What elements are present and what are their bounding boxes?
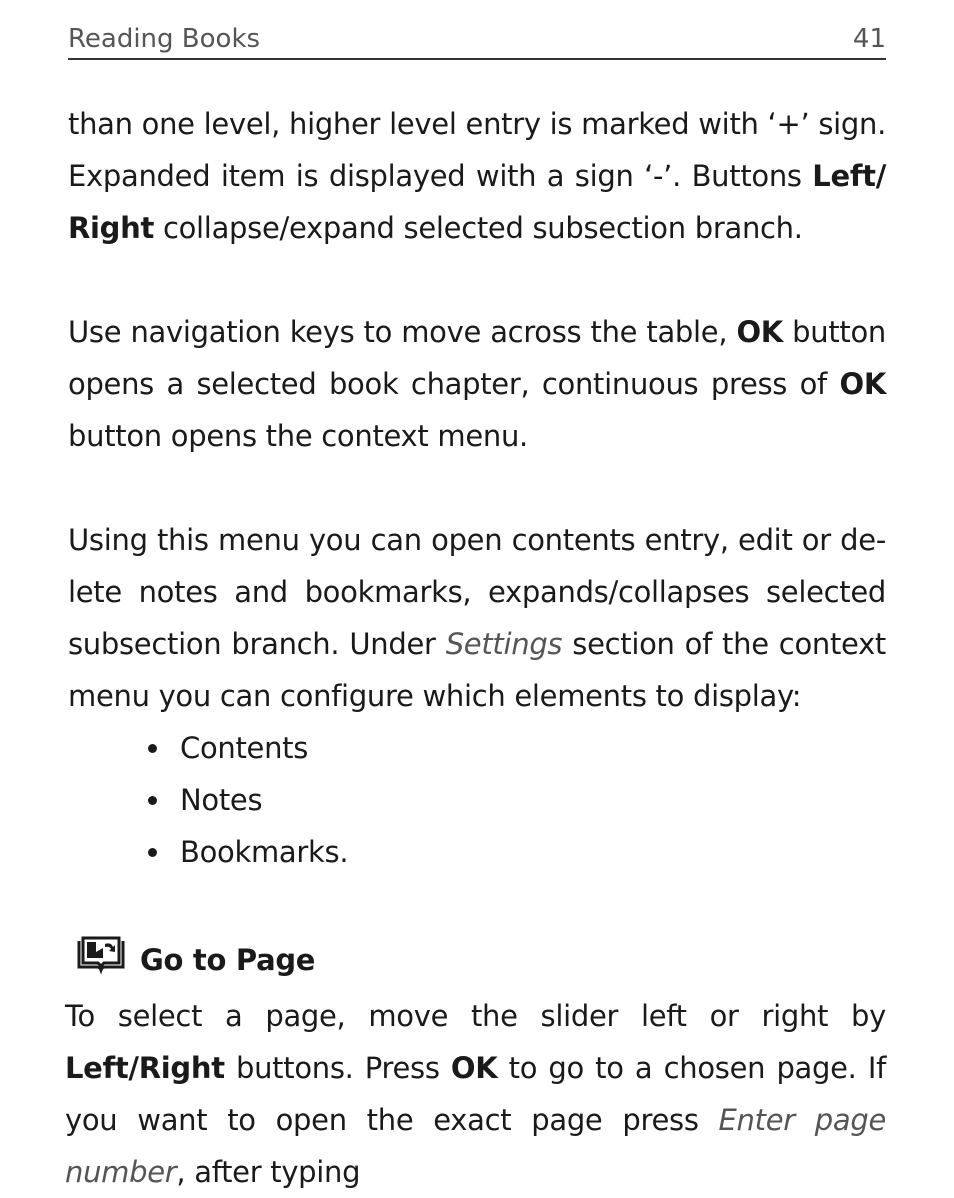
list-item: Contents <box>148 722 886 774</box>
ok-key: OK <box>839 367 886 401</box>
left-right-keys: Left/ Right <box>68 159 886 245</box>
paragraph-levels: than one level, higher level entry is marked with ‘+’ sign. Expanded item is displayed with a sign ‘-’. Buttons Left/ Right collapse/expand selected subsection branch. <box>68 107 886 245</box>
enter-page-number-term: Enter page number <box>65 1103 886 1189</box>
ok-key: OK <box>450 1051 498 1085</box>
list-item: Bookmarks. <box>148 826 886 878</box>
running-title: Reading Books <box>68 24 261 54</box>
left-right-keys: Left/Right <box>65 1051 225 1085</box>
page-header <box>68 22 886 60</box>
display-elements-list <box>68 722 886 878</box>
settings-term: Settings <box>445 627 563 661</box>
book-page-icon <box>76 936 126 974</box>
paragraph-go-to-page: To select a page, move the slider left or right by Left/Right buttons. Press OK to go to a chosen page. If you want to open the exact page press Enter page number, after typing <box>65 999 886 1189</box>
page-number: 41 <box>852 24 886 54</box>
list-item: Notes <box>148 774 886 826</box>
paragraph-navigation: Use navigation keys to move across the table, OK button opens a selected book chapter, continuous press of OK button opens the context menu. <box>68 315 886 453</box>
paragraph-context-menu: Using this menu you can open contents entry, edit or de-lete notes and bookmarks, expands/collapses selected subsection branch. Under Settings section of the context menu you can configure which elements to display: <box>68 523 886 713</box>
section-title: Go to Page <box>140 943 316 977</box>
page-body <box>65 98 886 1198</box>
section-heading <box>68 934 886 988</box>
ok-key: OK <box>736 315 783 349</box>
